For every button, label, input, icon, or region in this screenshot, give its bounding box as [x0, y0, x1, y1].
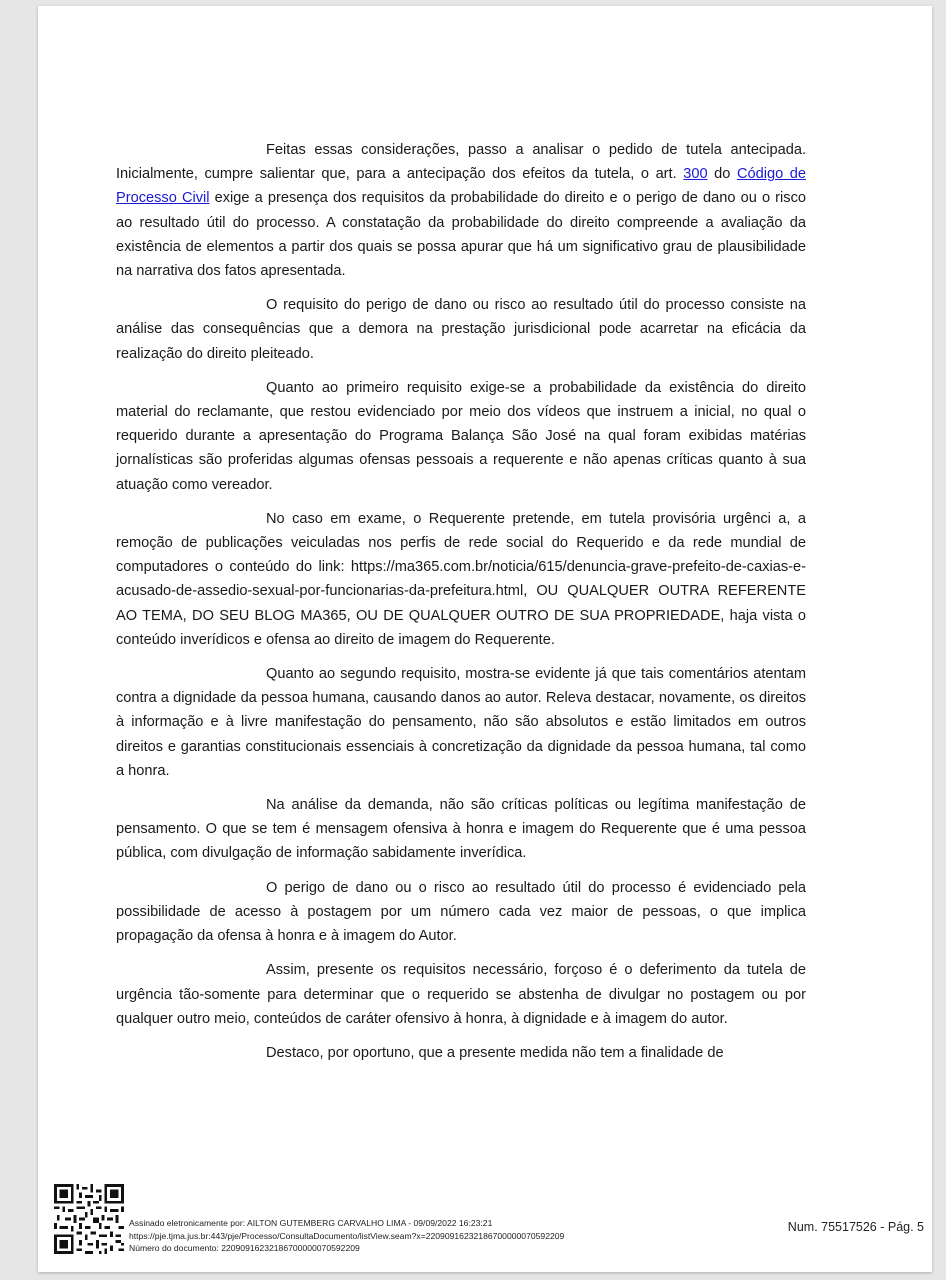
paragraph-2: O requisito do perigo de dano ou risco ao resultado útil do processo consiste na análise das consequências que a demora na prestação jurisdicional pode acarretar na eficácia da realização do direito pleiteado.: [116, 297, 806, 362]
signed-by-line: Assinado eletronicamente por: AILTON GUTEMBERG CARVALHO LIMA - 09/09/2022 16:23:21: [129, 1218, 493, 1228]
document-body: [116, 138, 806, 1075]
signature-footer: [54, 1184, 924, 1256]
qr-code-icon: [54, 1184, 124, 1254]
paragraph-1-text-c: exige a presença dos requisitos da probabilidade do direito e o perigo de dano ou o risco ao resultado útil do processo. A constatação da probabilidade do direito compreende a avaliação da existência de elementos a partir dos quais se possa apurar que há um significativo grau de plausibilidade na narrativa dos fatos apresentada.: [116, 190, 806, 280]
link-codigo-processo-civil[interactable]: Código de Processo Civil: [116, 166, 806, 207]
paragraph-3: Quanto ao primeiro requisito exige-se a probabilidade da existência do direito material do reclamante, que restou evidenciado por meio dos vídeos que instruem a inicial, no qual o requerido durante a apresentação do Programa Balança São José na qual foram exibidas matérias jornalísticas são proferidas algumas ofensas pessoais a requerente e não apenas críticas quanto à sua atuação como vereador.: [116, 379, 806, 493]
document-url-line: https://pje.tjma.jus.br:443/pje/Processo/ConsultaDocumento/listView.seam?x=22090916232186700000070592209: [129, 1230, 565, 1241]
document-page: [38, 6, 932, 1272]
link-art-300[interactable]: 300: [683, 166, 708, 183]
page-number-label: Num. 75517526 - Pág. 5: [787, 1220, 924, 1234]
paragraph-1-text-b: do: [707, 166, 737, 183]
document-number-line: Número do documento: 22090916232186700000070592209: [129, 1243, 360, 1254]
paragraph-1: [116, 138, 806, 283]
paragraph-8: Assim, presente os requisitos necessário, forçoso é o deferimento da tutela de urgência tão-somente para determinar que o requerido se abstenha de divulgar no postagem ou por qualquer outro meio, conteúdos de caráter ofensivo à honra, à dignidade e à imagem do autor.: [116, 962, 806, 1027]
signature-block: [129, 1217, 564, 1255]
paragraph-1-text-a: Feitas essas considerações, passo a analisar o pedido de tutela antecipada. Inicialmente, cumpre salientar que, para a antecipação dos efeitos da tutela, o art.: [116, 142, 806, 183]
paragraph-4: No caso em exame, o Requerente pretende, em tutela provisória urgênci a, a remoção de publicações veiculadas nos perfis de rede social do Requerido e da rede mundial de computadores o conteúdo do link: https://ma365.com.br/noticia/615/denuncia-grave-prefeito-de-caxias-e-acusado-de-assedio-sexual-por-funcionarias-da-prefeitura.html, OU QUALQUER OUTRA REFERENTE AO TEMA, DO SEU BLOG MA365, OU DE QUALQUER OUTRO DE SUA PROPRIEDADE, haja vista o conteúdo inverídicos e ofensa ao direito de imagem do Requerente.: [116, 510, 806, 648]
paragraph-6: Na análise da demanda, não são críticas políticas ou legítima manifestação de pensamento. O que se tem é mensagem ofensiva à honra e imagem do Requerente que é uma pessoa pública, com divulgação de informação sabidamente inverídica.: [116, 797, 806, 862]
paragraph-7: O perigo de dano ou o risco ao resultado útil do processo é evidenciado pela possibilidade de acesso à postagem por um número cada vez maior de pessoas, o que implica propagação da ofensa à honra e à imagem do Autor.: [116, 879, 806, 945]
paragraph-9: Destaco, por oportuno, que a presente medida não tem a finalidade de: [266, 1044, 724, 1061]
paragraph-5: Quanto ao segundo requisito, mostra-se evidente já que tais comentários atentam contra a dignidade da pessoa humana, causando danos ao autor. Releva destacar, novamente, os direitos à informação e à livre manifestação do pensamento, não são absolutos e estão limitados em outros direitos e garantias constitucionais essenciais à concretização da dignidade da pessoa humana, tal como a honra.: [116, 666, 806, 779]
